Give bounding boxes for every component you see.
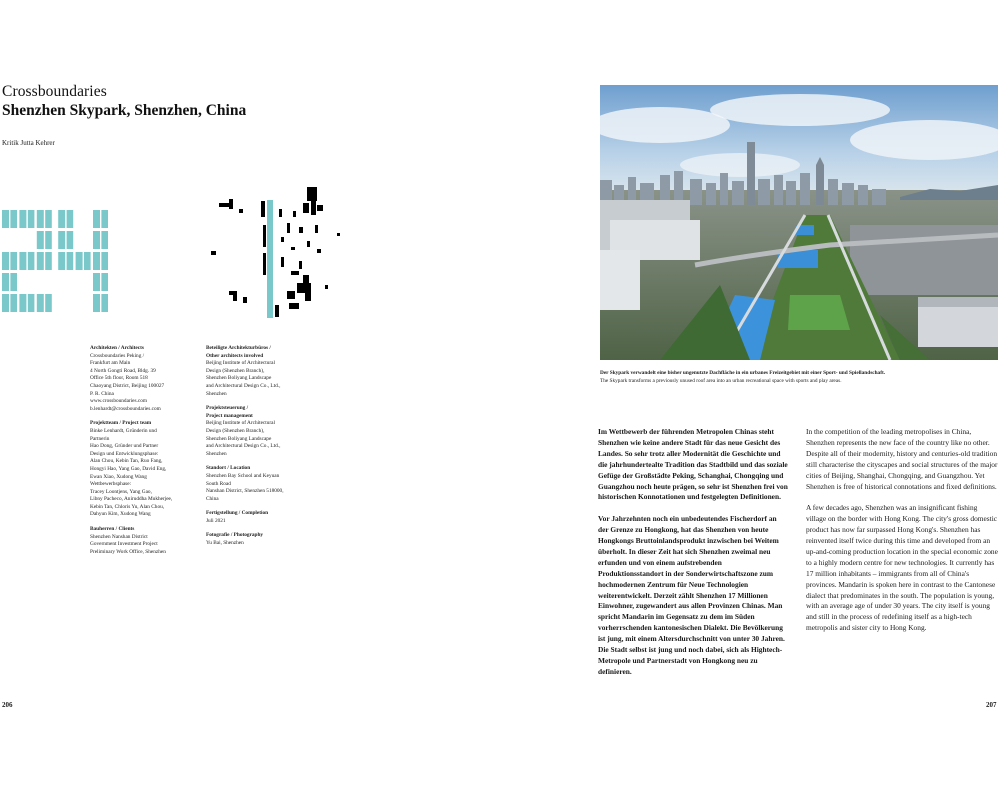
tile-gap — [9, 252, 10, 270]
credits-right-column — [206, 345, 346, 555]
tile-gap — [65, 252, 66, 270]
building — [261, 201, 265, 217]
tile-gap — [9, 210, 10, 228]
site-plan — [207, 185, 342, 320]
building — [325, 285, 328, 289]
credit-line: Design (Shenzhen Branch), — [206, 427, 265, 434]
credit-line: P. R. China — [90, 390, 114, 397]
credit-line: Chaoyang District, Beijing 100027 — [90, 382, 165, 389]
credit-line: Hao Dong, Gründer und Partner — [90, 443, 159, 450]
location-label: Standort / Location — [206, 465, 251, 472]
building — [263, 253, 266, 275]
building — [297, 283, 311, 293]
credit-line: Frankfurt am Main — [90, 360, 131, 367]
credit-line: Shenzhen Nanshan District — [90, 533, 148, 540]
building — [281, 257, 284, 267]
paragraph-de: Im Wettbewerb der führenden Metropolen Chinas steht Shenzhen wie keine andere Stadt für das neue Gesicht des Landes. So sehr trotz aller Modernität die Geschichte und die jahrhundertealte Tradition das Stadtbild und das soziale Gefüge der Großstädte Peking, Schanghai, Chongqing und Guangzhou noch heute prägen, so sehr ist Shenzhen frei von historischen Konnotationen und festgelegten Definitionen. — [598, 427, 788, 502]
tile-gap — [100, 231, 101, 249]
credit-line: South Road — [206, 480, 231, 487]
page-number-right: 207 — [986, 701, 997, 709]
critic-byline: Kritik Jutta Kehrer — [2, 139, 55, 147]
tile-gap — [100, 252, 101, 270]
building — [289, 303, 299, 309]
credit-line: Beijing Institute of Architectural — [206, 360, 275, 367]
credit-line: Nanshan District, Shenzhen 518000, — [206, 488, 284, 495]
building — [291, 247, 295, 250]
credit-line: Juli 2021 — [206, 517, 226, 524]
building — [305, 293, 311, 301]
architects-lines — [90, 353, 202, 414]
building — [279, 209, 282, 217]
credit-line: Wettbewerbsphase: — [90, 481, 132, 488]
number-tiles — [2, 210, 108, 312]
paragraph-de: Vor Jahrzehnten noch ein unbedeutendes Fischerdorf an der Grenze zu Hongkong, hat das Shenzhen von heute Hongkongs Bruttoinlandsprodukt inzwischen bei Weitem überholt. In dieser Zeit hat sich Shenzhen zweimal neu erfunden und von einem aufstrebenden Produktionsstandort in der Sonderwirtschaftszone zum hochmodernen Zentrum für Neue Technologien weiterentwickelt. Derzeit zählt Shenzhen 17 Millionen Einwohner, zugewandert aus allen Provinzen Chinas. Man spricht Mandarin im Gegensatz zu dem im Süden vorherrschenden kantonesischen Dialekt. Die Bevölkerung ist jung, mit einem Altersdurchschnitt von unter 30 Jahren. Die Stadt selbst ist jung und noch dabei, sich als Hightech-Metropole und Partnerstadt von Hongkong neu zu definieren. — [598, 514, 785, 676]
tile-gap — [100, 294, 101, 312]
credit-line: Shenzhen Boliyang Landscape — [206, 375, 272, 382]
building — [287, 291, 295, 299]
credit-line: and Architectural Design Co., Ltd., — [206, 443, 281, 450]
tile-gap — [83, 252, 84, 270]
credit-line: and Architectural Design Co., Ltd., — [206, 382, 281, 389]
building — [263, 225, 266, 247]
credit-line: Shenzhen — [206, 390, 227, 397]
building — [229, 291, 237, 295]
paragraph-en: A few decades ago, Shenzhen was an insignificant fishing village on the border with Hong Kong. The city's gross domestic product has now far surpassed Hong Kong's. Shenzhen has reinvented itself twice during this time and developed from an up-and-coming production location in the special economic zone to a highly modern centre for new technologies. It currently has 17 million inhabitants – immigrants from all of China's provinces. Mandarin is spoken here in contrast to the Cantonese dialect that predominates in the south. The population is young, with an average age of under 30 years. The city itself is young and still in the process of redefining itself as a high-tech metropolis and sister city to Hong Kong. — [806, 503, 998, 633]
building — [287, 223, 290, 233]
photo-caption — [600, 370, 998, 385]
right-hall-roof — [918, 297, 998, 307]
credit-line: Shenzhen Boliyang Landscape — [206, 435, 272, 442]
building — [311, 199, 316, 215]
cloud — [680, 153, 800, 177]
credit-line: Alan Chou, Kebin Tan, Ruo Fang, — [90, 458, 163, 465]
credit-line: b.lenhardt@crossboundaries.com — [90, 405, 161, 412]
credit-line: Design (Shenzhen Branch), — [206, 367, 265, 374]
other-architects-lines — [206, 360, 346, 398]
credit-line: Shenzhen Bay School and Keyuan — [206, 472, 280, 479]
page-number-left: 206 — [2, 701, 13, 709]
building — [315, 225, 318, 233]
building — [243, 297, 247, 303]
caption-en: The Skypark transforms a previously unused roof area into an urban recreational space with sports and play areas. — [600, 377, 842, 384]
building — [275, 305, 279, 317]
tile-gap — [44, 294, 45, 312]
tile-gap — [44, 231, 45, 249]
project-management-lines — [206, 420, 346, 458]
clients-lines — [90, 534, 202, 557]
credit-line: Shenzhen — [206, 450, 227, 457]
credit-line: China — [206, 495, 219, 502]
building — [229, 199, 233, 209]
team-label: Projektteam / Project team — [90, 420, 152, 427]
tile-gap — [44, 210, 45, 228]
other-architects-label-en: Other architects involved — [206, 352, 264, 359]
project-number-24 — [2, 210, 157, 315]
skypark-strip — [267, 200, 273, 318]
credit-line: Ewan Xiao, Xudong Wang — [90, 473, 147, 480]
completion-lines — [206, 518, 346, 526]
tile-gap — [100, 273, 101, 291]
credit-line: Design und Entwicklungsphase: — [90, 450, 159, 457]
architects-label: Architekten / Architects — [90, 345, 144, 351]
project-management-label: Projektsteuerung / — [206, 405, 249, 412]
location-lines — [206, 473, 346, 503]
building — [299, 261, 302, 269]
other-architects-label: Beteiligte Architekturbüros / — [206, 345, 271, 351]
tile-gap — [65, 231, 66, 249]
tile-gap — [65, 210, 66, 228]
credit-line: Kebin Tan, Chloris Yu, Alan Chou, — [90, 503, 165, 510]
building — [233, 295, 237, 301]
photography-lines — [206, 540, 346, 548]
credit-line: Binke Lenhardt, Gründerin und — [90, 427, 157, 434]
credit-line: Office 5th floor, Room 518 — [90, 375, 148, 382]
credit-line: Yu Bai, Shenzhen — [206, 540, 244, 547]
building — [317, 205, 323, 211]
tile-gap — [44, 252, 45, 270]
credit-line: 4 North Gongti Road, Bldg. 39 — [90, 367, 156, 374]
building — [291, 271, 299, 275]
project-management-label-en: Project management — [206, 412, 253, 419]
building — [281, 237, 284, 242]
completion-label: Fertigstellung / Completion — [206, 510, 269, 517]
building — [211, 251, 216, 255]
aerial-photo — [600, 85, 998, 360]
building — [293, 211, 296, 217]
building — [239, 209, 243, 213]
building — [303, 203, 309, 213]
credit-line: Government Investment Project — [90, 541, 158, 548]
building — [337, 233, 340, 236]
credit-line: www.crossboundaries.com — [90, 398, 148, 405]
body-text-german — [598, 427, 788, 689]
photography-label: Fotografie / Photography — [206, 532, 264, 539]
body-text-english — [806, 427, 998, 645]
credit-line: Crossboundaries Peking / — [90, 352, 145, 359]
credit-line: Dahyun Kim, Xudong Wang — [90, 511, 151, 518]
credit-line: Tracey Loontjens, Yang Gao, — [90, 488, 152, 495]
caption-de: Der Skypark verwandelt eine bisher ungenutzte Dachfläche in ein urbanes Freizeitgebiet mit einer Sport- und Spiellandschaft. — [600, 370, 886, 376]
sports-field — [788, 295, 850, 330]
credit-line: Partnerin — [90, 435, 110, 442]
credit-line: Libny Pacheco, Aniruddha Mukherjee, — [90, 496, 173, 503]
credits-left-column — [90, 345, 202, 563]
paragraph-en: In the competition of the leading metropolises in China, Shenzhen represents the new face of the country like no other. Despite all of their modernity, history and centuries-old tradition still characterise the cityscapes and social structures of the major cities of Beijing, Shanghai, Chongqing, and Guangzhou. Yet Shenzhen is free of historical connotations and fixed definitions. — [806, 427, 998, 491]
building — [307, 187, 317, 201]
credit-line: Hongyi Hao, Yang Gao, David Eng, — [90, 465, 167, 472]
project-title: Shenzhen Skypark, Shenzhen, China — [2, 102, 247, 119]
credit-line: Beijing Institute of Architectural — [206, 420, 275, 427]
building — [299, 227, 303, 233]
team-lines — [90, 428, 202, 519]
tile-gap — [100, 210, 101, 228]
left-tower — [600, 250, 640, 310]
tile-gap — [26, 252, 27, 270]
credit-line: Preliminary Work Office, Shenzhen — [90, 548, 166, 555]
building — [307, 241, 310, 247]
firm-name: Crossboundaries — [2, 83, 107, 100]
tile-gap — [26, 294, 27, 312]
tile-gap — [26, 210, 27, 228]
tile-gap — [9, 294, 10, 312]
building — [317, 249, 321, 253]
tile-gap — [9, 273, 10, 291]
clients-label: Bauherren / Clients — [90, 526, 135, 533]
cloud — [710, 94, 890, 126]
